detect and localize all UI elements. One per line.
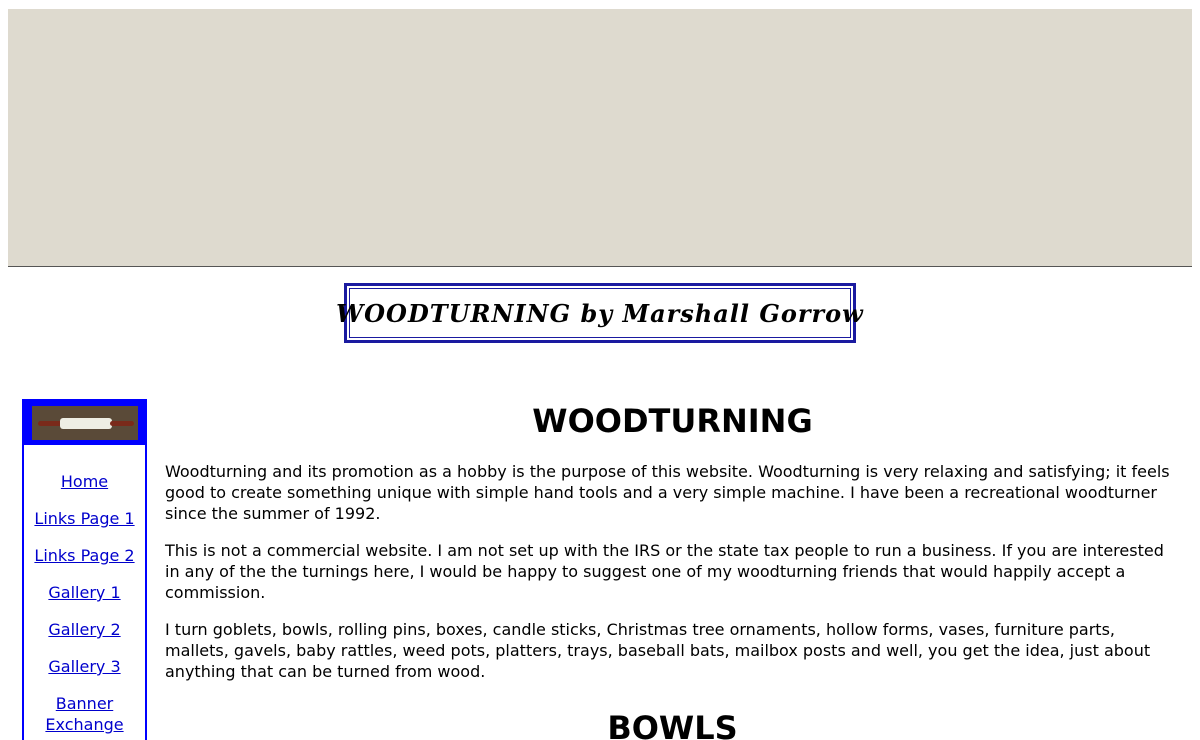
- items-paragraph: I turn goblets, bowls, rolling pins, boxes, candle sticks, Christmas tree ornaments, hollow forms, vases, furniture parts, mallets, gavels, baby rattles, weed pots, platters, trays, baseball bats, mailbox posts and well, you get the idea, just about anything that can be turned from wood.: [165, 620, 1151, 681]
- nav-item-links-2: [24, 545, 145, 566]
- nav-item-gallery-3: [24, 656, 145, 677]
- rolling-pin-handle-left: [38, 421, 62, 426]
- commercial-paragraph: This is not a commercial website. I am not set up with the IRS or the state tax people to run a business. If you are interested in any of the the turnings here, I would be happy to suggest one of my woodturning friends that would happily accept a commission.: [165, 541, 1164, 602]
- nav-link-home[interactable]: Home: [60, 472, 109, 491]
- site-title-banner: [336, 283, 864, 343]
- sidebar-header: [24, 401, 145, 445]
- nav-link-banner-exchange[interactable]: Banner Exchange: [45, 694, 124, 734]
- rolling-pin-photo: [32, 406, 138, 440]
- nav-link-links-page-1[interactable]: Links Page 1: [34, 509, 135, 528]
- nav-item-home: [24, 471, 145, 492]
- site-title: WOODTURNING by Marshall Gorrow: [336, 298, 864, 328]
- rolling-pin-handle-right: [110, 421, 134, 426]
- page-heading: WOODTURNING: [532, 402, 813, 440]
- nav-item-links-1: [24, 508, 145, 529]
- intro-paragraph: Woodturning and its promotion as a hobby is the purpose of this website. Woodturning is very relaxing and satisfying; it feels good to create something unique with simple hand tools and a very simple machine. I have been a recreational woodturner since the summer of 1992.: [165, 462, 1170, 523]
- sidebar-nav: [22, 399, 147, 740]
- nav-list: [24, 445, 145, 735]
- rolling-pin-body: [60, 418, 112, 429]
- nav-link-gallery-3[interactable]: Gallery 3: [48, 657, 121, 676]
- top-banner-area: [8, 9, 1192, 267]
- nav-link-gallery-1[interactable]: Gallery 1: [48, 583, 121, 602]
- main-content: [165, 395, 1180, 740]
- nav-link-links-page-2[interactable]: Links Page 2: [34, 546, 135, 565]
- nav-item-banner-exchange: [24, 693, 145, 735]
- nav-item-gallery-2: [24, 619, 145, 640]
- nav-link-gallery-2[interactable]: Gallery 2: [48, 620, 121, 639]
- nav-item-gallery-1: [24, 582, 145, 603]
- bowls-heading: BOWLS: [607, 709, 738, 740]
